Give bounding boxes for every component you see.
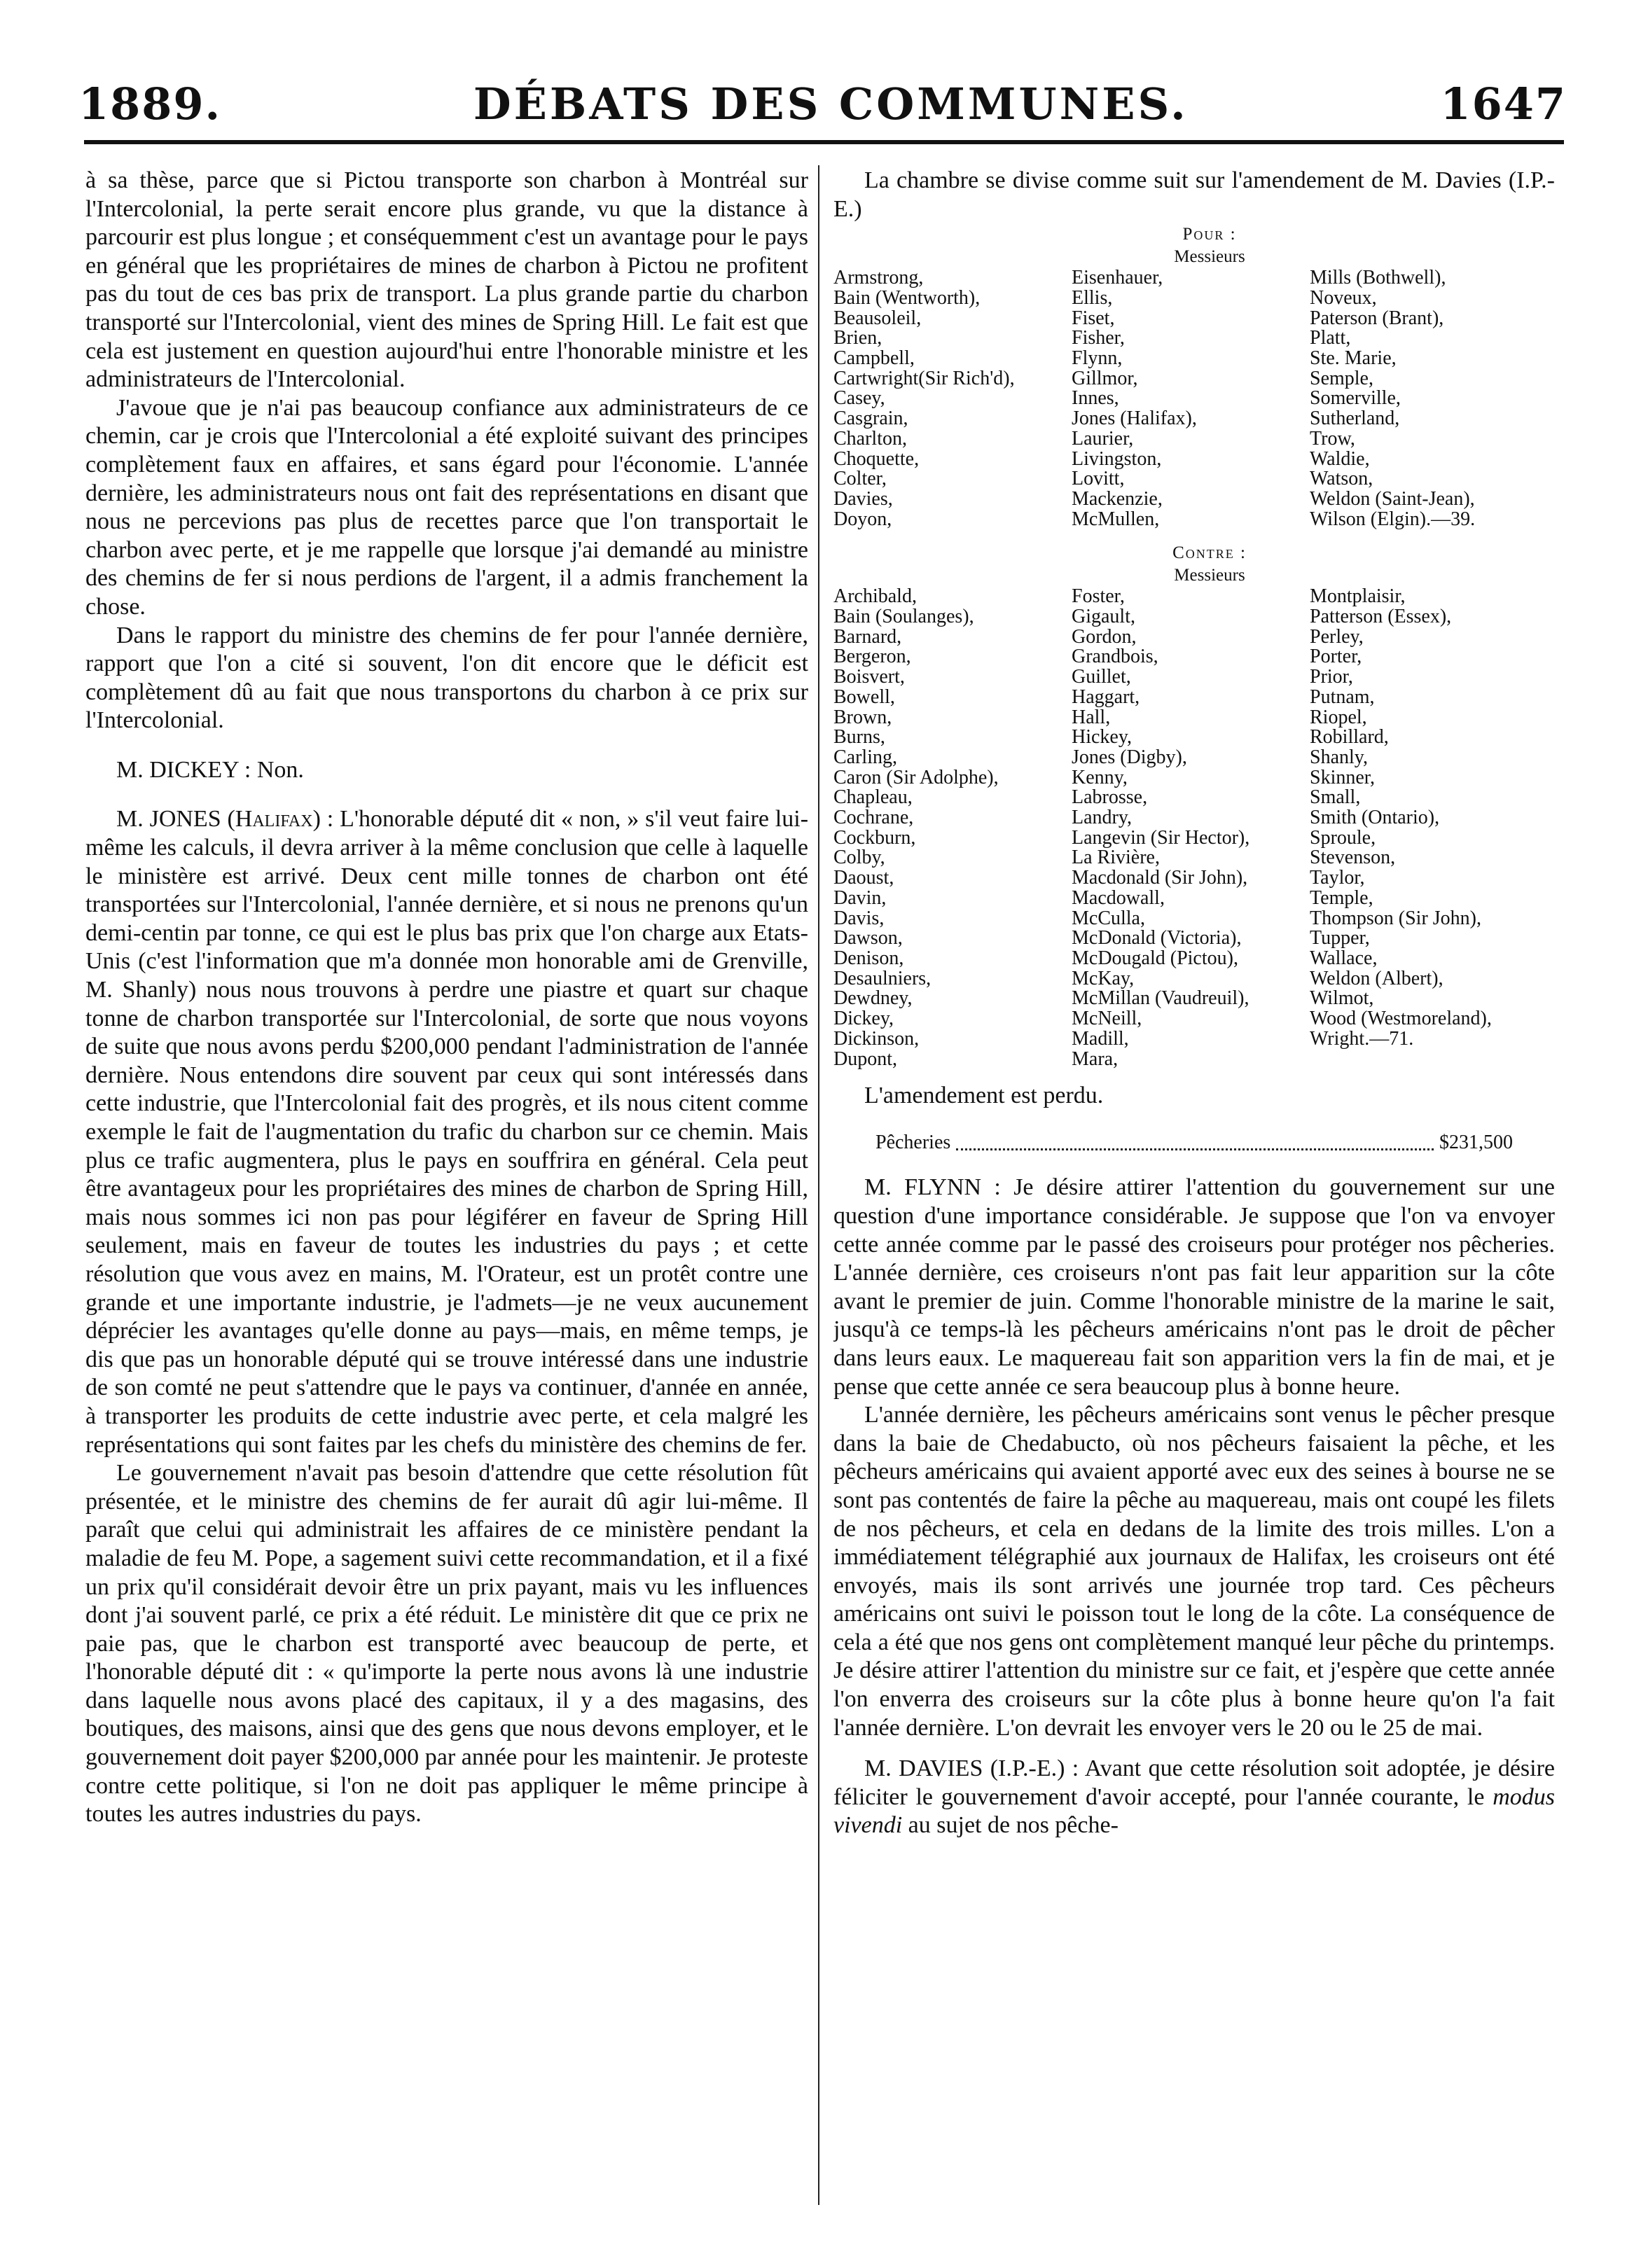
fisheries-label: Pêcheries <box>875 1131 951 1153</box>
member-name: Choquette, <box>833 447 920 470</box>
member-name: McMillan (Vaudreuil), <box>1072 987 1249 1010</box>
member-name: Carling, <box>833 746 897 768</box>
member-name: Beausoleil, <box>833 307 922 329</box>
member-name: Armstrong, <box>833 267 924 289</box>
member-name: Semple, <box>1310 367 1373 389</box>
member-name: Cockburn, <box>833 826 916 849</box>
pour-names-list <box>833 268 1555 529</box>
jones-remark: L'honorable député dit « non, » s'il veut faire lui-même les calculs, il devra arriver à la même conclusion que celle à laquelle le ministère est arrivé. Deux cent mille tonnes de charbon ont été transportées sur l'Intercolonial, l'année dernière, et si nous ne prenons qu'un demi-centin par tonne, ce qui est le plus bas prix que l'on charge aux Etats-Unis (c'est l'information que m'a donnée mon honorable ami de Grenville, M. Shanly) nous nous trouvons à perdre une piastre et quart sur chaque tonne de charbon transportée sur l'Intercolonial, de sorte que nous voyons de suite que nous avons perdu $200,000 pendant l'administration de l'année dernière. Nous entendons dire souvent par ceux qui sont intéressés dans cette industrie, que l'Intercolonial fait des progrès, et ils nous citent comme exemple le fait de l'augmentation du trafic du charbon sur ce chemin. Mais plus ce trafic augmentera, plus le pays en souffrira en général. Cela peut être avantageux pour les propriétaires des mines de charbon de Spring Hill, mais nous sommes ici non pas pour légiférer en faveur de Spring Hill seulement, mais en faveur de toutes les industries du pays ; et cette résolution que vous avez en mains, M. l'Orateur, est un protêt contre une grande et une importante industrie, je l'admets—je ne veux aucunement déprécier les avantages qu'elle donne au pays—mais, en même temps, je dis que pas un honorable député qui se trouve intéressé dans une industrie de son comté ne peut s'attendre que le pays va continuer, d'année en année, à transporter les produits de cette industrie avec perte, et cela malgré les représentations qui sont faites par les chefs du ministère des chemins de fer. <box>85 806 808 1458</box>
member-name: Porter, <box>1310 646 1362 668</box>
member-name: Thompson (Sir John), <box>1310 907 1481 929</box>
member-name: Dickinson, <box>833 1027 920 1050</box>
column-divider <box>818 165 819 2205</box>
member-name: Perley, <box>1310 625 1364 648</box>
member-name: Prior, <box>1310 666 1353 688</box>
paragraph-davies <box>833 1755 1555 1840</box>
member-name: Livingston, <box>1072 447 1162 470</box>
member-name: Shanly, <box>1310 746 1368 768</box>
speaker-davies: M. DAVIES (I.P.-E.) : <box>864 1755 1079 1782</box>
member-name: Tupper, <box>1310 927 1370 949</box>
member-name: Bergeron, <box>833 646 911 668</box>
member-name: Madill, <box>1072 1027 1129 1050</box>
member-name: Noveux, <box>1310 286 1377 309</box>
member-name: Brown, <box>833 706 892 728</box>
member-name: Barnard, <box>833 625 902 648</box>
member-name: Watson, <box>1310 468 1373 490</box>
member-name: McDougald (Pictou), <box>1072 947 1238 969</box>
member-name: Eisenhauer, <box>1072 267 1163 289</box>
member-name: Lovitt, <box>1072 468 1125 490</box>
member-name: Cartwright(Sir Rich'd), <box>833 367 1015 389</box>
fisheries-amount: $231,500 <box>1439 1131 1513 1153</box>
member-name: Caron (Sir Adolphe), <box>833 766 999 788</box>
speaker-flynn: M. FLYNN : <box>864 1174 1001 1201</box>
member-name: Trow, <box>1310 427 1355 450</box>
member-name: McNeill, <box>1072 1008 1142 1030</box>
member-name: Chapleau, <box>833 786 913 809</box>
member-name: Archibald, <box>833 585 917 608</box>
member-name: Somerville, <box>1310 387 1401 410</box>
member-name: Bain (Soulanges), <box>833 606 974 628</box>
member-name: Davis, <box>833 907 885 929</box>
pour-subheading: Messieurs <box>1174 247 1245 267</box>
member-name: Riopel, <box>1310 706 1367 728</box>
member-name: Mara, <box>1072 1048 1119 1070</box>
header-rule <box>84 140 1564 144</box>
member-name: McKay, <box>1072 967 1135 989</box>
member-name: Daoust, <box>833 867 894 889</box>
member-name: Paterson (Brant), <box>1310 307 1444 329</box>
member-name: Doyon, <box>833 508 892 530</box>
member-name: Robillard, <box>1310 726 1389 749</box>
dickey-remark: Non. <box>256 756 304 783</box>
pour-heading: Pour : <box>1182 225 1237 244</box>
member-name: Casgrain, <box>833 408 908 430</box>
member-name: Skinner, <box>1310 766 1375 788</box>
member-name: Ellis, <box>1072 286 1113 309</box>
paragraph-jones <box>85 805 808 1459</box>
member-name: Sutherland, <box>1310 408 1400 430</box>
right-column <box>833 167 1555 2226</box>
paragraph-flynn <box>833 1174 1555 1401</box>
member-name: Gordon, <box>1072 625 1137 648</box>
contre-names-list <box>833 587 1555 1069</box>
davies-remark-a: Avant que cette résolution soit adoptée, je désire féliciter le gouvernement d'avoir accepté, pour l'année courante, le <box>833 1755 1555 1810</box>
member-name: Mackenzie, <box>1072 487 1163 510</box>
member-name: McCulla, <box>1072 907 1145 929</box>
member-name: Smith (Ontario), <box>1310 807 1440 829</box>
member-name: Montplaisir, <box>1310 585 1406 608</box>
header-page-number: 1647 <box>1440 78 1567 130</box>
header-year: 1889. <box>78 78 222 130</box>
member-name: Gigault, <box>1072 606 1135 628</box>
member-name: Fiset, <box>1072 307 1115 329</box>
member-name: Wilson (Elgin).—39. <box>1310 508 1476 530</box>
davies-remark-b: au sujet de nos pêche- <box>908 1812 1119 1839</box>
speaker-jones: M. JONES (Halifax) : <box>116 806 334 833</box>
paragraph-report: Dans le rapport du ministre des chemins de fer pour l'année dernière, rapport que l'on a cité si souvent, l'on dit encore que le déficit est complètement dû au fait que nous transportons du charbon à ce prix sur l'Intercolonial. <box>85 622 808 734</box>
member-name: Small, <box>1310 786 1361 809</box>
member-name: Dawson, <box>833 927 903 949</box>
amendment-result: L'amendement est perdu. <box>864 1083 1104 1109</box>
member-name: Dewdney, <box>833 987 913 1010</box>
member-name: Wright.—71. <box>1310 1027 1414 1050</box>
division-intro: La chambre se divise comme suit sur l'amendement de M. Davies (I.P.-E.) <box>833 167 1555 222</box>
member-name: Labrosse, <box>1072 786 1148 809</box>
member-name: Macdonald (Sir John), <box>1072 867 1248 889</box>
member-name: Bowell, <box>833 686 895 708</box>
member-name: Colby, <box>833 847 885 869</box>
member-name: Laurier, <box>1072 427 1134 450</box>
member-name: Foster, <box>1072 585 1125 608</box>
member-name: Kenny, <box>1072 766 1128 788</box>
member-name: Wilmot, <box>1310 987 1374 1010</box>
paragraph-american-fishermen: L'année dernière, les pêcheurs américains sont venus le pêcher presque dans la baie de Chedabucto, où nos pêcheurs faisaient la pêche, et les pêcheurs américains qui avaient apporté avec eux des seines à bourse ne se sont pas contentés de faire la pêche au maquereau, mais ont coupé les filets de nos pêcheurs, et cela en dedans de la limite des trois milles. L'on a immédiatement télégraphié aux journaux de Halifax, les croiseurs ont été envoyés, mais ils sont arrivés une journée trop tard. Ces pêcheurs américains ont suivi le poisson tout le long de la côte. La conséquence de cela a été que nos gens ont complètement manqué leur pêche du printemps. Je désire attirer l'attention du ministre sur ce fait, et j'espère que cette année l'on enverra des croiseurs sur la côte plus à bonne heure qu'on l'a fait l'année dernière. L'on devrait les envoyer vers le 20 ou le 25 de mai. <box>833 1402 1555 1741</box>
member-name: Jones (Digby), <box>1072 746 1187 768</box>
member-name <box>1310 1050 1555 1070</box>
member-name: Waldie, <box>1310 447 1370 470</box>
flynn-remark: Je désire attirer l'attention du gouvernement sur une question d'une importance considérable. Je suppose que l'on va envoyer cette année comme par le passé des croiseurs pour protéger nos pêcheries. L'année dernière, ces croiseurs n'ont pas fait leur apparition sur la côte avant le premier de juin. Comme l'honorable ministre de la marine le sait, jusqu'à ce temps-là les pêcheurs américains n'ont pas le droit de pêcher dans leurs eaux. Le maquereau fait son apparition vers la fin de mai, et je pense que cette année ce sera beaucoup plus à bonne heure. <box>833 1174 1555 1400</box>
member-name: Dickey, <box>833 1008 894 1030</box>
member-name: Ste. Marie, <box>1310 347 1397 369</box>
contre-subheading: Messieurs <box>1174 566 1245 585</box>
member-name: Campbell, <box>833 347 915 369</box>
member-name: Hickey, <box>1072 726 1133 749</box>
member-name: Davies, <box>833 487 893 510</box>
member-name: Stevenson, <box>1310 847 1396 869</box>
member-name: Bain (Wentworth), <box>833 286 981 309</box>
member-name: Dupont, <box>833 1048 897 1070</box>
member-name: Innes, <box>1072 387 1119 410</box>
member-name: Patterson (Essex), <box>1310 606 1452 628</box>
member-name: Langevin (Sir Hector), <box>1072 826 1250 849</box>
member-name: Flynn, <box>1072 347 1123 369</box>
paragraph-dickey <box>85 756 808 785</box>
member-name: Platt, <box>1310 327 1351 349</box>
member-name: Brien, <box>833 327 882 349</box>
member-name: Colter, <box>833 468 887 490</box>
member-name: Putnam, <box>1310 686 1375 708</box>
member-name: Charlton, <box>833 427 907 450</box>
member-name: Macdowall, <box>1072 886 1165 909</box>
davies-italic-term: modus vivendi <box>833 1783 1555 1839</box>
member-name: Davin, <box>833 886 887 909</box>
speaker-dickey: M. DICKEY : <box>116 756 251 783</box>
member-name: Wood (Westmoreland), <box>1310 1008 1492 1030</box>
member-name: La Rivière, <box>1072 847 1160 869</box>
member-name: Wallace, <box>1310 947 1378 969</box>
paragraph-thesis: à sa thèse, parce que si Pictou transporte son charbon à Montréal sur l'Intercolonial, la perte serait encore plus grande, vu que la distance à parcourir est plus longue ; et conséquemment c'est un avantage pour le pays en général que les propriétaires de mines de charbon à Pictou ne profitent pas du tout de ces bas prix de transport. La plus grande partie du charbon transporté sur l'Intercolonial, vient des mines de Spring Hill. Le fait est que cela est justement en question aujourd'hui entre l'honorable ministre et les administrateurs de l'Intercolonial. <box>85 167 808 393</box>
contre-heading: Contre : <box>1172 543 1247 563</box>
member-name: Landry, <box>1072 807 1133 829</box>
member-name: Boisvert, <box>833 666 905 688</box>
member-name: Desaulniers, <box>833 967 932 989</box>
member-name: McDonald (Victoria), <box>1072 927 1242 949</box>
member-name: Temple, <box>1310 886 1373 909</box>
member-name: Cochrane, <box>833 807 914 829</box>
member-name: Guillet, <box>1072 666 1131 688</box>
header-title: DÉBATS DES COMMUNES. <box>473 78 1189 130</box>
member-name: McMullen, <box>1072 508 1160 530</box>
member-name: Burns, <box>833 726 885 749</box>
paragraph-government: Le gouvernement n'avait pas besoin d'attendre que cette résolution fût présentée, et le ministre des chemins de fer aurait dû agir lui-même. Il paraît que celui qui administrait les affaires de ce ministère pendant la maladie de feu M. Pope, a sagement suivi cette recommandation, et il a fixé un prix qu'il considérait devoir être un prix payant, mais vu les influences dont j'ai souvent parlé, ce prix a été réduit. Le ministère dit que ce prix ne paie pas, que le charbon est transporté avec beaucoup de perte, et l'honorable député dit : « qu'importe la perte nous avons là une industrie dans laquelle nous avons placé des capitaux, il y a des magasins, des boutiques, des maisons, ainsi que des gens que nous devons employer, et le gouvernement doit payer $200,000 par année pour les maintenir. Je proteste contre cette politique, si l'on ne doit pas appliquer le même principe à toutes les autres industries du pays. <box>85 1460 808 1828</box>
member-name: Grandbois, <box>1072 646 1158 668</box>
member-name: Hall, <box>1072 706 1111 728</box>
member-name: Mills (Bothwell), <box>1310 267 1446 289</box>
member-name: Fisher, <box>1072 327 1125 349</box>
member-name: Denison, <box>833 947 904 969</box>
member-name: Weldon (Saint-Jean), <box>1310 487 1475 510</box>
left-column <box>85 167 808 2226</box>
supply-item-fisheries <box>875 1129 1513 1157</box>
member-name: Taylor, <box>1310 867 1365 889</box>
member-name: Jones (Halifax), <box>1072 408 1197 430</box>
member-name: Gillmor, <box>1072 367 1138 389</box>
dot-leader <box>956 1129 1434 1151</box>
member-name: Sproule, <box>1310 826 1376 849</box>
paragraph-administrators: J'avoue que je n'ai pas beaucoup confiance aux administrateurs de ce chemin, car je crois que l'Intercolonial a été exploité suivant des principes complètement faux en affaires, et sans égard pour l'économie. L'année dernière, les administrateurs nous ont fait des représentations en disant que nous ne percevions pas plus de recettes parce que l'on transportait le charbon avec perte, et je me rappelle que lorsque j'ai demandé au ministre des chemins de fer si nous perdions de l'argent, il a admis franchement la chose. <box>85 394 808 620</box>
member-name: Haggart, <box>1072 686 1140 708</box>
page-header <box>78 69 1567 139</box>
member-name: Casey, <box>833 387 885 410</box>
member-name: Weldon (Albert), <box>1310 967 1443 989</box>
